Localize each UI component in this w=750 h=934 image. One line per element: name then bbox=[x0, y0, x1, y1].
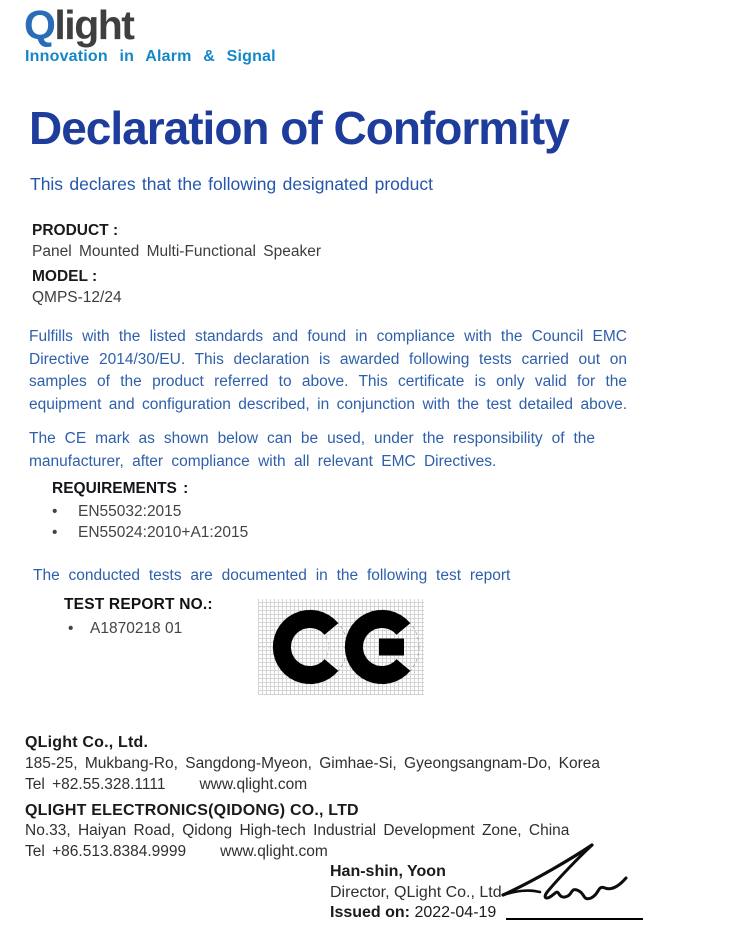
korea-company-name: QLight Co., Ltd. bbox=[25, 734, 149, 751]
qlight-logo bbox=[24, 0, 133, 50]
qlight-logo-q: Q bbox=[24, 2, 55, 48]
product-value: Panel Mounted Multi-Functional Speaker bbox=[32, 243, 322, 260]
compliance-paragraph bbox=[29, 326, 627, 416]
requirement-item: • EN55024:2010+A1:2015 bbox=[52, 522, 248, 544]
model-label: MODEL : bbox=[32, 268, 98, 285]
requirements-label: REQUIREMENTS : bbox=[52, 480, 189, 497]
document-title: Declaration of Conformity bbox=[29, 102, 569, 154]
compliance-line: Fulfills with the listed standards and found in compliance with the Council EMC bbox=[29, 328, 627, 345]
ce-usage-line: manufacturer, after compliance with all relevant EMC Directives. bbox=[29, 452, 497, 470]
china-company-name: QLIGHT ELECTRONICS(QIDONG) CO., LTD bbox=[25, 802, 359, 819]
ce-mark-image bbox=[258, 599, 424, 695]
tests-note: The conducted tests are documented in the following test report bbox=[33, 567, 511, 584]
china-address: No.33, Haiyan Road, Qidong High-tech Industrial Development Zone, China bbox=[25, 822, 570, 839]
signature-underline bbox=[506, 918, 643, 920]
korea-address: 185-25, Mukbang-Ro, Sangdong-Myeon, Gimhae-Si, Gyeongsangnam-Do, Korea bbox=[25, 755, 601, 772]
china-contact-line bbox=[25, 843, 328, 861]
signature-icon bbox=[498, 841, 640, 907]
product-label: PRODUCT : bbox=[32, 222, 119, 239]
document-subtitle: This declares that the following designated product bbox=[30, 174, 433, 194]
model-value: QMPS-12/24 bbox=[32, 289, 122, 306]
issued-on-date: 2022-04-19 bbox=[414, 904, 497, 921]
china-website: www.qlight.com bbox=[220, 843, 328, 860]
signatory-title: Director, QLight Co., Ltd bbox=[330, 884, 502, 901]
korea-tel: Tel +82.55.328.1111 bbox=[25, 776, 166, 793]
compliance-line: Directive 2014/30/EU. This declaration is awarded following tests carried out on bbox=[29, 350, 627, 368]
korea-website: www.qlight.com bbox=[199, 776, 308, 793]
korea-contact-line bbox=[25, 776, 307, 794]
china-tel: Tel +86.513.8384.9999 bbox=[25, 843, 187, 860]
signatory-name: Han-shin, Yoon bbox=[330, 863, 446, 880]
compliance-line: equipment and configuration described, in conjunction with the test detailed above. bbox=[29, 395, 627, 413]
requirement-item: • EN55032:2015 bbox=[52, 501, 181, 523]
compliance-line: samples of the product referred to above. This certificate is only valid for the bbox=[29, 373, 627, 390]
ce-mark-icon bbox=[258, 599, 424, 695]
test-report-label: TEST REPORT NO.: bbox=[64, 596, 213, 613]
logo-tagline: Innovation in Alarm & Signal bbox=[25, 48, 276, 65]
issued-on-line bbox=[330, 904, 496, 922]
qlight-logo-text: light bbox=[54, 2, 134, 48]
ce-usage-paragraph bbox=[29, 428, 595, 473]
test-report-item: • A1870218 01 bbox=[68, 620, 182, 637]
ce-usage-line: The CE mark as shown below can be used, under the responsibility of the bbox=[29, 430, 595, 447]
issued-on-label: Issued on: bbox=[330, 904, 411, 921]
